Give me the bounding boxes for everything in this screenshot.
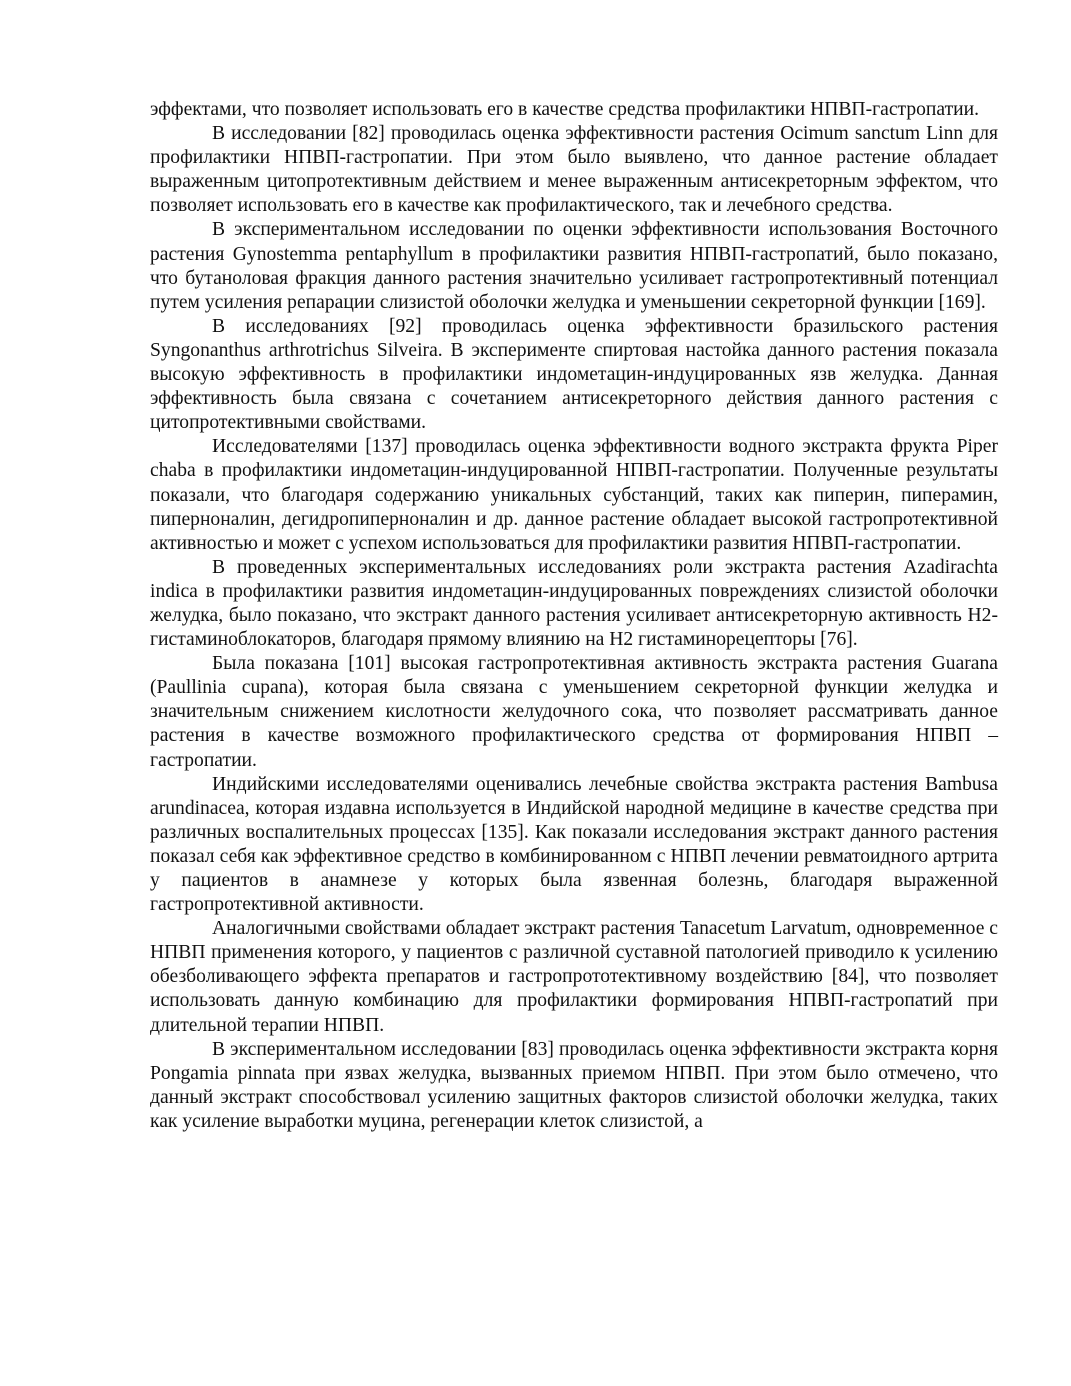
document-page bbox=[150, 98, 998, 1134]
paragraph-8: Индийскими исследователями оценивались лечебные свойства экстракта растения Bambusa arundinacea, которая издавна используется в Индийской народной медицине в качестве средства при различных воспалительных процессах [135]. Как показали исследования экстракт данного растения показал себя как эффективное средство в комбинированном с НПВП лечении ревматоидного артрита у пациентов в анамнезе у которых была язвенная болезнь, благодаря выраженной гастропротективной активности. bbox=[150, 773, 998, 916]
paragraph-1: эффектами, что позволяет использовать его в качестве средства профилактики НПВП-гастропатии. bbox=[150, 99, 980, 120]
paragraph-4: В исследованиях [92] проводилась оценка эффективности бразильского растения Syngonanthus arthrotrichus Silveira. В эксперименте спиртовая настойка данного растения показала высокую эффективность в профилактики индометацин-индуцированных язв желудка. Данная эффективность была связана с сочетанием антисекреторного действия данного растения с цитопротективными свойствами. bbox=[150, 315, 998, 434]
paragraph-5: Исследователями [137] проводилась оценка эффективности водного экстракта фрукта Piper chaba в профилактики индометацин-индуцированной НПВП-гастропатии. Полученные результаты показали, что благодаря содержанию уникальных субстанций, таких как пиперин, пиперамин, пипернoналин, дегидропипернoналин и др. данное растение обладает высокой гастропротективной активностью и может с успехом использоваться для профилактики развития НПВП-гастропатии. bbox=[150, 436, 998, 554]
paragraph-9: Аналогичными свойствами обладает экстракт растения Tanacetum Larvatum, одновременное с НПВП применения которого, у пациентов с различной суставной патологией приводило к усилению обезболивающего эффекта препаратов и гастропрототективному воздействию [84], что позволяет использовать данную комбинацию для профилактики формирования НПВП-гастропатий при длительной терапии НПВП. bbox=[150, 918, 998, 1036]
paragraph-2: В исследовании [82] проводилась оценка эффективности растения Ocimum sanctum Linn для профилактики НПВП-гастропатии. При этом было выявлено, что данное растение обладает выраженным цитопротективным действием и менее выраженным антисекреторным эффектом, что позволяет использовать его в качестве как профилактического, так и лечебного средства. bbox=[150, 123, 998, 217]
paragraph-6: В проведенных экспериментальных исследованиях роли экстракта растения Azadirachta indica в профилактики развития индометацин-индуцированных повреждениях слизистой оболочки желудка, было показано, что экстракт данного растения усиливает антисекреторную активность Н2-гистаминоблокаторов, благодаря прямому влиянию на Н2 гистаминорецепторы [76]. bbox=[150, 556, 998, 651]
paragraph-10: В экспериментальном исследовании [83] проводилась оценка эффективности экстракта корня Pongamia pinnata при язвах желудка, вызванных приемом НПВП. При этом было отмечено, что данный экстракт способствовал усилению защитных факторов слизистой оболочки желудка, таких как усиление выработки муцина, регенерации клеток слизистой, а bbox=[150, 1038, 998, 1132]
paragraph-3: В экспериментальном исследовании по оценки эффективности использования Восточного растения Gynostemma pentaphyllum в профилактики развития НПВП-гастропатий, было показано, что бутаноловая фракция данного растения значительно усиливает гастропротективный потенциал путем усиления репарации слизистой оболочки желудка и уменьшении секреторной функции [169]. bbox=[150, 219, 998, 313]
paragraph-7: Была показана [101] высокая гастропротективная активность экстракта растения Guarana (Paullinia cupana), которая была связана с уменьшением секреторной функции желудка и значительным снижением кислотности желудочного сока, что позволяет рассматривать данное растения в качестве возможного профилактического средства от формирования НПВП – гастропатии. bbox=[150, 653, 998, 771]
